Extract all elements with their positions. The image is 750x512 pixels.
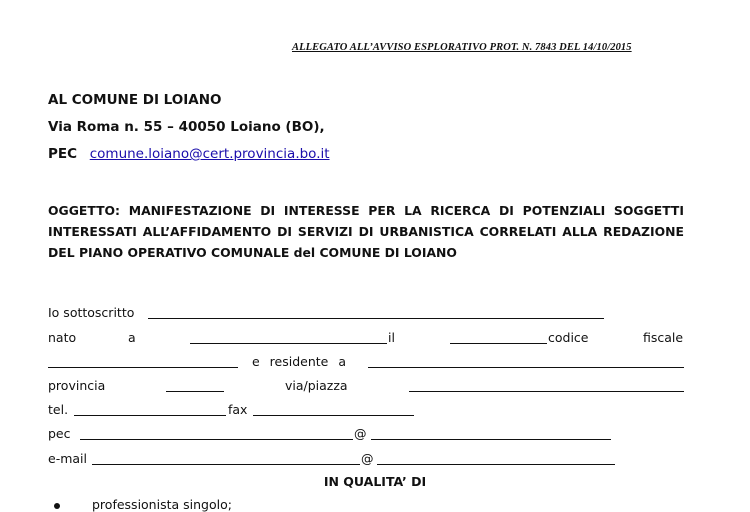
field-email-user-line[interactable] bbox=[92, 464, 360, 465]
label-pec: pec bbox=[48, 426, 71, 441]
pec-label: PEC bbox=[48, 146, 78, 162]
recipient-line: AL COMUNE DI LOIANO bbox=[48, 92, 222, 108]
field-province-line[interactable] bbox=[166, 391, 224, 392]
field-residence-line[interactable] bbox=[368, 367, 684, 368]
subject-paragraph: OGGETTO: MANIFESTAZIONE DI INTERESSE PER LA RICERCA DI POTENZIALI SOGGETTI INTERESSATI ALL’AFFIDAMENTO DI SERVIZI DI URBANISTICA CORRELATI ALLA REDAZIONE DEL PIANO OPERATIVO COMUNALE del COMUNE DI LOIANO bbox=[48, 203, 684, 260]
bullet-icon bbox=[54, 503, 60, 509]
label-email: e-mail bbox=[48, 451, 87, 466]
field-birthplace-line[interactable] bbox=[190, 343, 387, 344]
option-professionista: professionista singolo; bbox=[92, 497, 232, 512]
field-birthdate-line[interactable] bbox=[450, 343, 547, 344]
address-line: Via Roma n. 55 – 40050 Loiano (BO), bbox=[48, 119, 325, 135]
label-nato: nato bbox=[48, 330, 77, 345]
label-il: il bbox=[388, 330, 395, 345]
pec-line bbox=[48, 146, 330, 162]
label-residente: e residente a bbox=[252, 354, 346, 369]
label-fiscale: fiscale bbox=[643, 330, 684, 345]
field-fax-line[interactable] bbox=[253, 415, 414, 416]
field-pec-domain-line[interactable] bbox=[371, 439, 611, 440]
field-pec-user-line[interactable] bbox=[80, 439, 353, 440]
section-heading: IN QUALITA’ DI bbox=[323, 474, 427, 489]
field-street-line[interactable] bbox=[409, 391, 684, 392]
label-provincia: provincia bbox=[48, 378, 106, 393]
label-via-piazza: via/piazza bbox=[285, 378, 348, 393]
field-phone-line[interactable] bbox=[74, 415, 226, 416]
label-sottoscritto: Io sottoscritto bbox=[48, 305, 135, 320]
label-a: a bbox=[128, 330, 136, 345]
pec-email-link[interactable]: comune.loiano@cert.provincia.bo.it bbox=[89, 146, 330, 162]
at-sign: @ bbox=[354, 426, 367, 441]
field-email-domain-line[interactable] bbox=[377, 464, 615, 465]
header-note: ALLEGATO ALL’AVVISO ESPLORATIVO PROT. N. 7843 DEL 14/10/2015 bbox=[292, 42, 632, 53]
label-tel: tel. bbox=[48, 402, 69, 417]
label-fax: fax bbox=[228, 402, 248, 417]
label-codice: codice bbox=[548, 330, 589, 345]
field-name-line[interactable] bbox=[148, 318, 604, 319]
field-fiscal-code-line[interactable] bbox=[48, 367, 238, 368]
at-sign: @ bbox=[361, 451, 374, 466]
